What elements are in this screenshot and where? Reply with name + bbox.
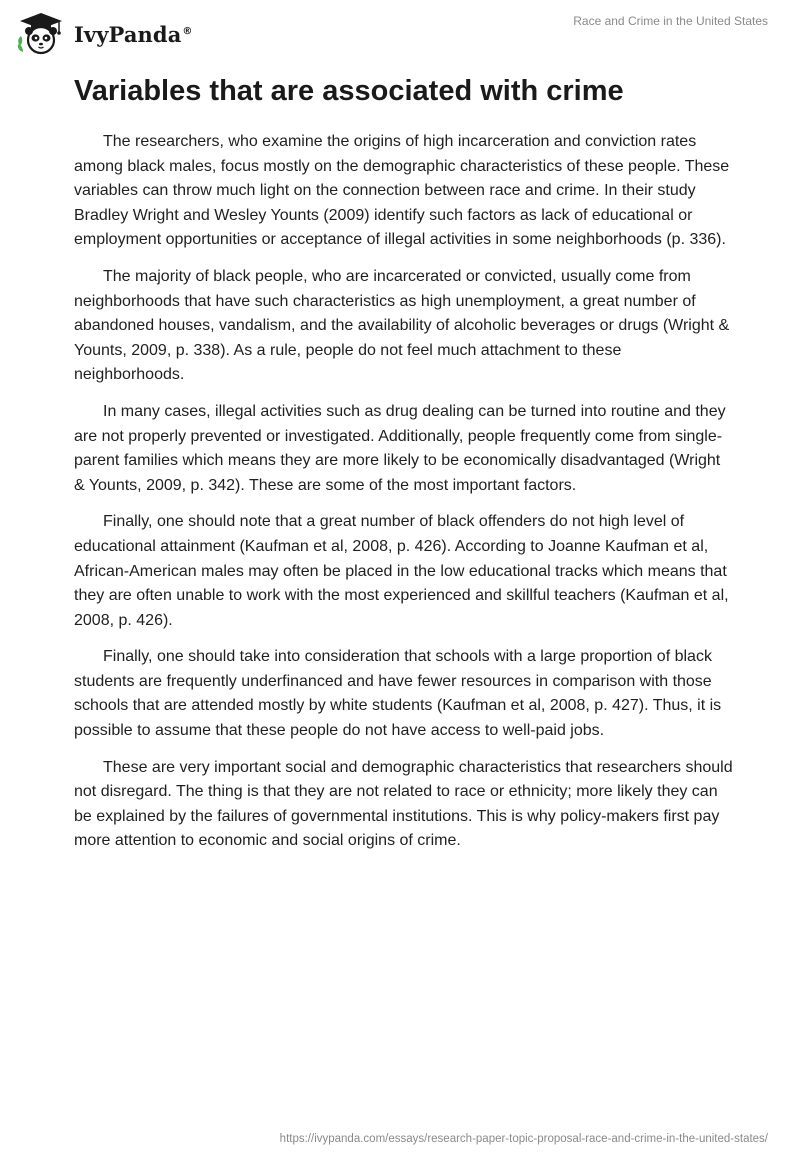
brand-logo[interactable] [14,10,193,56]
page-header [0,0,800,64]
essay-content [74,70,734,866]
paragraph-3: In many cases, illegal activities such as drug dealing can be turned into routine and they are not properly prevented or investigated. Additionally, people frequently come from single-parent families which means they are more likely to be economically disadvantaged (Wright & Younts, 2009, p. 342). These are some of the most important factors. [74,402,726,494]
paragraph-6: These are very important social and demographic characteristics that researchers should not disregard. The thing is that they are not related to race or ethnicity; more likely they can be explained by the failures of governmental institutions. This is why policy-makers first pay more attention to economic and social origins of crime. [74,758,733,850]
brand-name: IvyPanda® [74,21,193,47]
section-heading: Variables that are associated with crime [74,75,624,107]
panda-logo-icon [14,10,68,56]
document-title: Race and Crime in the United States [573,14,768,28]
paragraph-1: The researchers, who examine the origins of high incarceration and conviction rates among black males, focus mostly on the demographic characteristics of these people. These variables can throw much light on the connection between race and crime. In their study Bradley Wright and Wesley Younts (2009) identify such factors as lack of educational or employment opportunities or acceptance of illegal activities in some neighborhoods (p. 336). [74,133,730,249]
source-url-link[interactable]: https://ivypanda.com/essays/research-paper-topic-proposal-race-and-crime-in-the-united-states/ [279,1133,768,1145]
paragraph-5: Finally, one should take into consideration that schools with a large proportion of black students are frequently underfinanced and have fewer resources in comparison with those schools that are attended mostly by white students (Kaufman et al, 2008, p. 427). Thus, it is possible to assume that these people do not have access to well-paid jobs. [74,648,722,740]
paragraph-2: The majority of black people, who are incarcerated or convicted, usually come from neighborhoods that have such characteristics as high unemployment, a great number of abandoned houses, vandalism, and the availability of alcoholic beverages or drugs (Wright & Younts, 2009, p. 338). As a rule, people do not feel much attachment to these neighborhoods. [74,267,730,384]
paragraph-4: Finally, one should note that a great number of black offenders do not high level of educational attainment (Kaufman et al, 2008, p. 426). According to Joanne Kaufman et al, African-American males may often be placed in the low educational tracks which means that they are often unable to work with the most experienced and skillful teachers (Kaufman et al, 2008, p. 426). [74,513,729,629]
registered-mark: ® [182,25,193,37]
